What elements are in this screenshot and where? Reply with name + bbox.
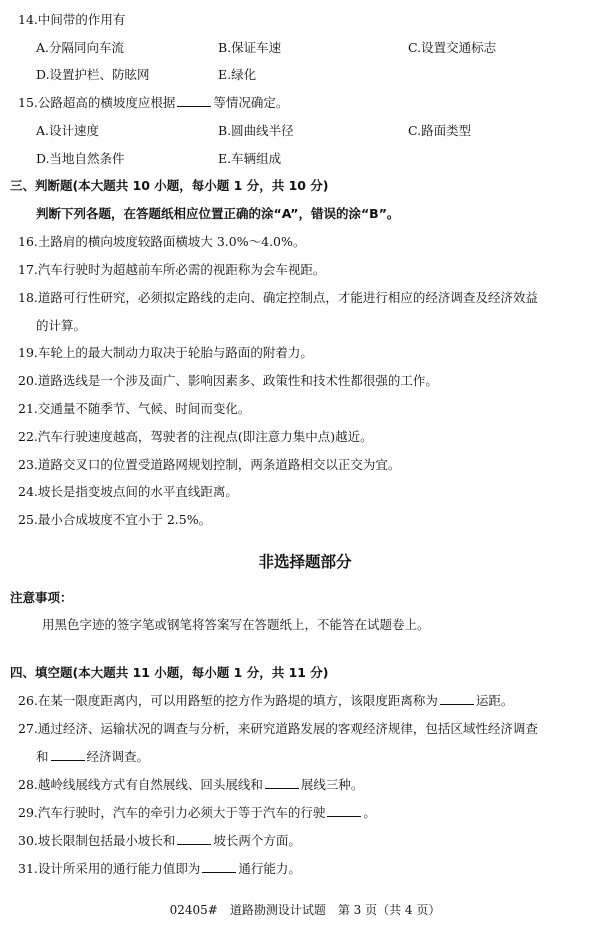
question-24: 24.坡长是指变坡点间的水平直线距离。 (18, 484, 238, 499)
option-15d: D.当地自然条件 (36, 151, 125, 166)
question-25: 25.最小合成坡度不宜小于 2.5%。 (18, 512, 212, 527)
answer-blank (327, 805, 361, 817)
stem-after: 展线三种。 (300, 777, 364, 792)
question-14-stem: 14.中间带的作用有 (18, 12, 126, 27)
section-3-title: 三、判断题(本大题共 10 小题，每小题 1 分，共 10 分) (10, 178, 329, 193)
question-18: 18.道路可行性研究，必须拟定路线的走向、确定控制点，才能进行相应的经济调查及经济效益 (18, 290, 538, 305)
part-title: 非选择题部分 (258, 553, 352, 571)
section-4-title: 四、填空题(本大题共 11 小题，每小题 1 分，共 11 分) (10, 665, 329, 680)
question-16: 16.土路肩的横向坡度较路面横坡大 3.0%～4.0%。 (18, 234, 306, 249)
question-15-stem (18, 95, 288, 111)
question-21: 21.交通量不随季节、气候、时间而变化。 (18, 401, 251, 416)
question-20: 20.道路选线是一个涉及面广、影响因素多、政策性和技术性都很强的工作。 (18, 373, 438, 388)
question-30 (18, 833, 301, 849)
question-17: 17.汽车行驶时为超越前车所必需的视距称为会车视距。 (18, 262, 326, 277)
stem-after: 坡长两个方面。 (213, 833, 301, 848)
question-23: 23.道路交叉口的位置受道路网规划控制，两条道路相交以正交为宜。 (18, 457, 401, 472)
option-15c: C.路面类型 (408, 123, 472, 138)
option-14d: D.设置护栏、防眩网 (36, 67, 150, 82)
answer-blank (177, 95, 211, 107)
option-15b: B.圆曲线半径 (218, 123, 294, 138)
answer-blank (51, 749, 85, 761)
stem-after: 经济调查。 (86, 749, 150, 764)
option-14c: C.设置交通标志 (408, 40, 497, 55)
stem-after: 运距。 (475, 693, 514, 708)
question-19: 19.车轮上的最大制动力取决于轮胎与路面的附着力。 (18, 345, 313, 360)
question-28 (18, 777, 363, 793)
question-29 (18, 805, 376, 821)
option-15a: A.设计速度 (36, 123, 100, 138)
stem-after: 通行能力。 (238, 861, 301, 876)
option-15e: E.车辆组成 (218, 151, 282, 166)
stem-before: 29.汽车行驶时，汽车的牵引力必须大于等于汽车的行驶 (18, 805, 326, 820)
stem-before: 15.公路超高的横坡度应根据 (18, 95, 176, 110)
page-footer: 02405# 道路勘测设计试题 第 3 页（共 4 页） (169, 903, 441, 917)
question-27: 27.通过经济、运输状况的调查与分析，来研究道路发展的客观经济规律，包括区域性经济调查 (18, 721, 538, 736)
question-18-continued: 的计算。 (36, 318, 87, 333)
question-26 (18, 693, 513, 709)
option-14b: B.保证车速 (218, 40, 282, 55)
stem-before: 26.在某一限度距离内，可以用路堑的挖方作为路堤的填方，该限度距离称为 (18, 693, 438, 708)
notice-text: 用黑色字迹的签字笔或钢笔将答案写在答题纸上，不能答在试题卷上。 (42, 617, 430, 632)
answer-blank (440, 693, 474, 705)
option-14e: E.绿化 (218, 67, 257, 82)
notice-title: 注意事项： (10, 590, 73, 605)
stem-after: 。 (363, 805, 376, 820)
answer-blank (177, 833, 211, 845)
answer-blank (265, 777, 299, 789)
stem-before: 31.设计所采用的通行能力值即为 (18, 861, 201, 876)
section-3-instruction: 判断下列各题，在答题纸相应位置正确的涂“A”，错误的涂“B”。 (36, 206, 400, 221)
stem-before: 30.坡长限制包括最小坡长和 (18, 833, 176, 848)
stem-before: 28.越岭线展线方式有自然展线、回头展线和 (18, 777, 263, 792)
stem-before: 和 (36, 749, 49, 764)
question-27-continued (36, 749, 149, 765)
stem-after: 等情况确定。 (213, 95, 289, 110)
question-22: 22.汽车行驶速度越高，驾驶者的注视点(即注意力集中点)越近。 (18, 429, 373, 444)
answer-blank (202, 861, 236, 873)
question-31 (18, 861, 301, 877)
option-14a: A.分隔同向车流 (36, 40, 125, 55)
